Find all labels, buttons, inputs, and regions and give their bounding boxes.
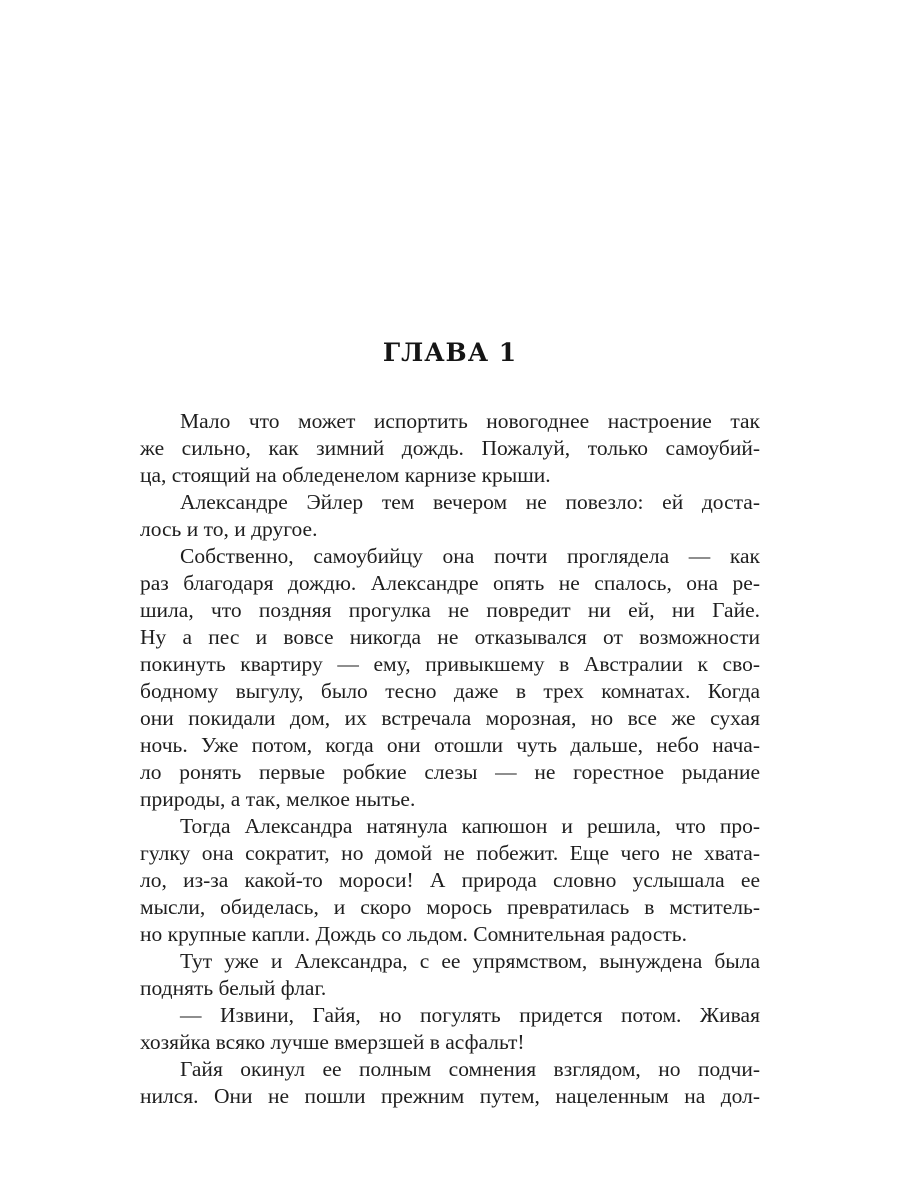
text-line: бодному выгулу, было тесно даже в трех комнатах. Когда	[140, 679, 760, 703]
text-line: же сильно, как зимний дождь. Пожалуй, только самоубий-	[140, 436, 760, 460]
text-line: но крупные капли. Дождь со льдом. Сомнительная радость.	[140, 922, 687, 946]
paragraph	[140, 1002, 760, 1056]
text-line: Тогда Александра натянула капюшон и решила, что про-	[180, 814, 760, 838]
text-line: покинуть квартиру — ему, привыкшему в Австралии к сво-	[140, 652, 760, 676]
text-line: хозяйка всяко лучше вмерзшей в асфальт!	[140, 1030, 525, 1054]
text-line: раз благодаря дождю. Александре опять не спалось, она ре-	[140, 571, 760, 595]
text-line: ночь. Уже потом, когда они отошли чуть дальше, небо нача-	[140, 733, 760, 757]
text-line: Александре Эйлер тем вечером не повезло: ей доста-	[180, 490, 760, 514]
text-line: они покидали дом, их встречала морозная, но все же сухая	[140, 706, 760, 730]
paragraph	[140, 543, 760, 813]
text-line: Собственно, самоубийцу она почти проглядела — как	[180, 544, 760, 568]
paragraph	[140, 813, 760, 948]
text-line: шила, что поздняя прогулка не повредит ни ей, ни Гайе.	[140, 598, 760, 622]
paragraph	[140, 1056, 760, 1110]
text-line: ло, из-за какой-то мороси! А природа словно услышала ее	[140, 868, 760, 892]
text-line: — Извини, Гайя, но погулять придется потом. Живая	[180, 1003, 760, 1027]
paragraph	[140, 408, 760, 489]
paragraph	[140, 948, 760, 1002]
text-line: гулку она сократит, но домой не побежит. Еще чего не хвата-	[140, 841, 760, 865]
text-line: нился. Они не пошли прежним путем, нацеленным на дол-	[140, 1084, 760, 1108]
text-line: лось и то, и другое.	[140, 517, 318, 541]
text-line: природы, а так, мелкое нытье.	[140, 787, 416, 811]
text-block	[140, 408, 760, 1110]
text-line: ло ронять первые робкие слезы — не горестное рыдание	[140, 760, 760, 784]
chapter-title: ГЛАВА 1	[382, 338, 518, 367]
text-line: ца, стоящий на обледенелом карнизе крыши.	[140, 463, 551, 487]
text-line: Мало что может испортить новогоднее настроение так	[180, 409, 760, 433]
text-line: мысли, обиделась, и скоро морось превратилась в мститель-	[140, 895, 760, 919]
text-line: Тут уже и Александра, с ее упрямством, вынуждена была	[180, 949, 760, 973]
text-line: Гайя окинул ее полным сомнения взглядом, но подчи-	[180, 1057, 760, 1081]
paragraph	[140, 489, 760, 543]
text-line: поднять белый флаг.	[140, 976, 327, 1000]
text-line: Ну а пес и вовсе никогда не отказывался от возможности	[140, 625, 760, 649]
